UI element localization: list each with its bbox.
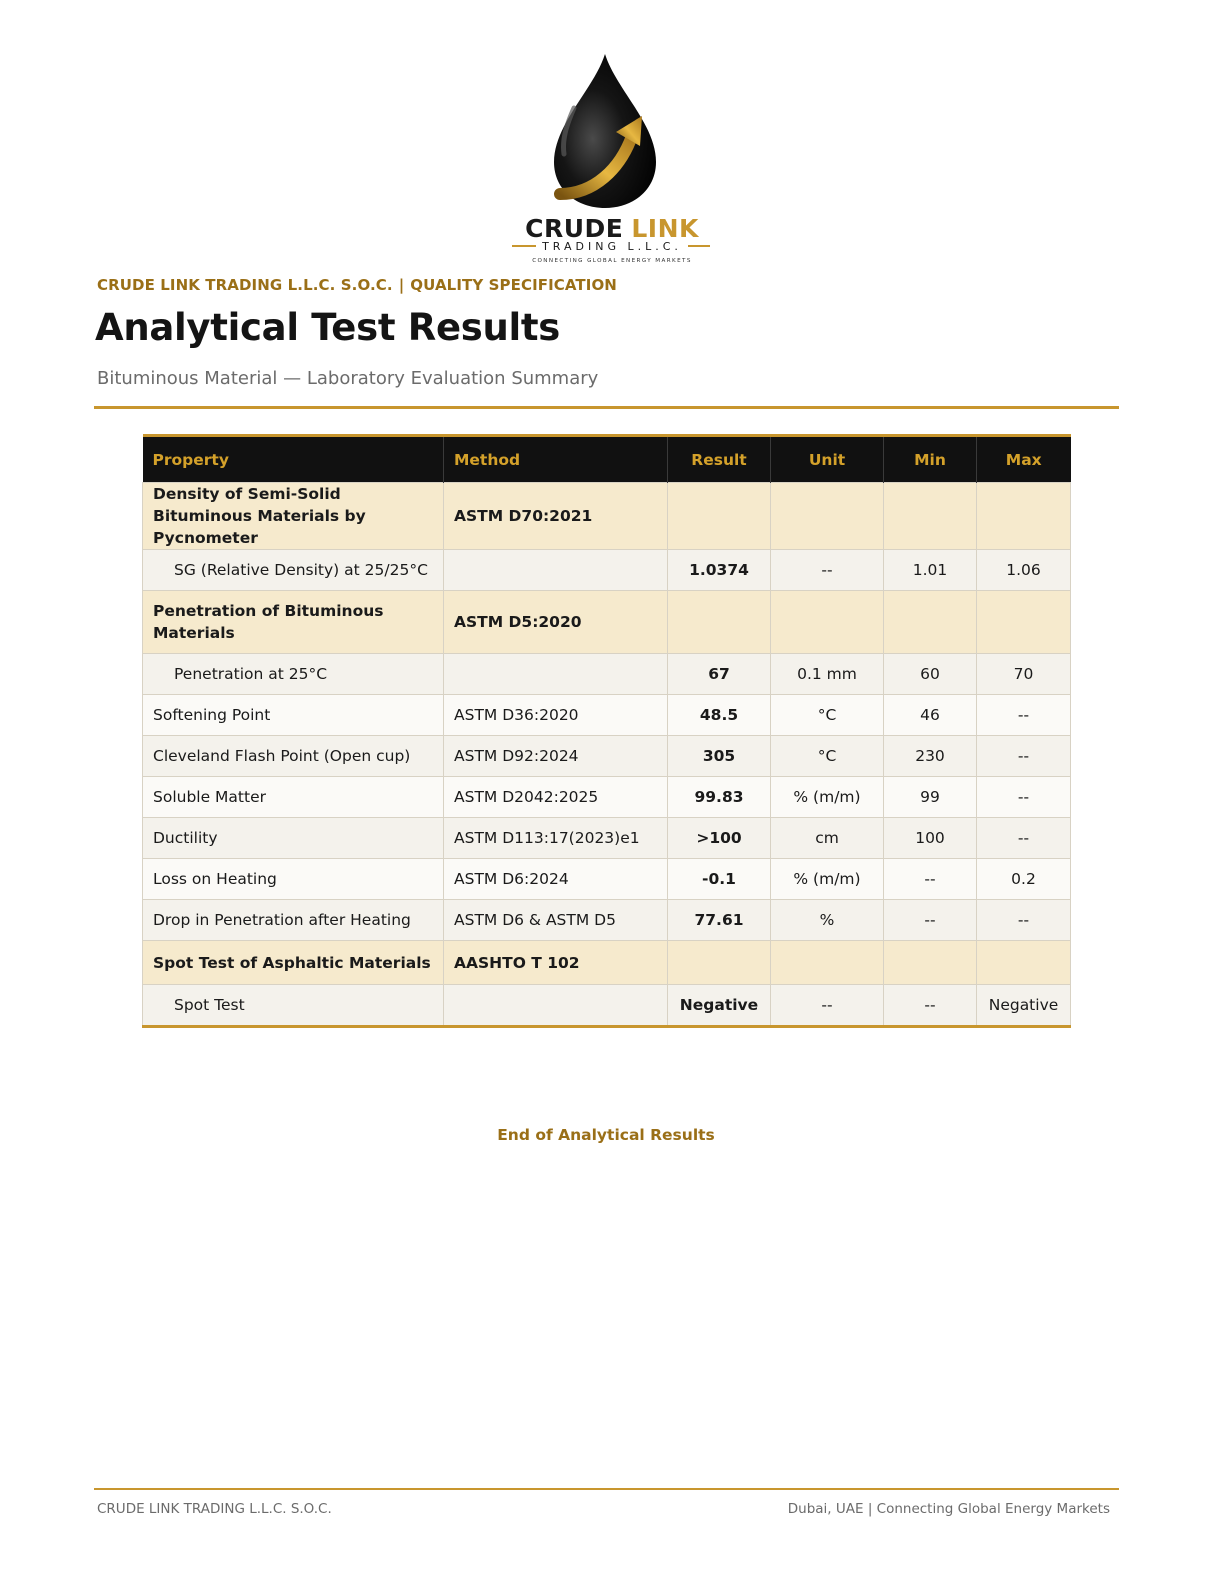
cell-unit: -- [771, 985, 884, 1027]
column-header-method: Method [444, 436, 668, 483]
cell-method [444, 654, 668, 695]
table-header-row [143, 436, 1071, 483]
cell-max: -- [977, 818, 1071, 859]
cell-result [668, 591, 771, 654]
cell-min: -- [884, 859, 977, 900]
cell-property: Softening Point [143, 695, 444, 736]
cell-property: SG (Relative Density) at 25/25°C [143, 550, 444, 591]
cell-property: Spot Test [143, 985, 444, 1027]
cell-unit: % [771, 900, 884, 941]
cell-min: 100 [884, 818, 977, 859]
end-of-results-note: End of Analytical Results [497, 1126, 715, 1144]
cell-unit: % (m/m) [771, 777, 884, 818]
column-header-unit: Unit [771, 436, 884, 483]
cell-result: 305 [668, 736, 771, 777]
cell-unit: °C [771, 695, 884, 736]
cell-unit: % (m/m) [771, 859, 884, 900]
cell-max [977, 483, 1071, 550]
results-table [142, 434, 1071, 1028]
table-row [143, 654, 1071, 695]
cell-property: Cleveland Flash Point (Open cup) [143, 736, 444, 777]
cell-unit: cm [771, 818, 884, 859]
cell-max: 70 [977, 654, 1071, 695]
table-row [143, 941, 1071, 985]
cell-method: ASTM D6 & ASTM D5 [444, 900, 668, 941]
cell-unit: °C [771, 736, 884, 777]
cell-unit: -- [771, 550, 884, 591]
table-row [143, 695, 1071, 736]
cell-min [884, 483, 977, 550]
cell-method: ASTM D36:2020 [444, 695, 668, 736]
cell-result: Negative [668, 985, 771, 1027]
column-header-result: Result [668, 436, 771, 483]
cell-max: Negative [977, 985, 1071, 1027]
logo-tagline: CONNECTING GLOBAL ENERGY MARKETS [532, 258, 692, 264]
cell-max: -- [977, 777, 1071, 818]
footer-company: CRUDE LINK TRADING L.L.C. S.O.C. [97, 1501, 332, 1517]
cell-result: 48.5 [668, 695, 771, 736]
cell-max: -- [977, 736, 1071, 777]
cell-method [444, 550, 668, 591]
cell-min: 60 [884, 654, 977, 695]
column-header-max: Max [977, 436, 1071, 483]
logo-line2: TRADING L.L.C. [542, 240, 682, 253]
cell-method: ASTM D70:2021 [444, 483, 668, 550]
cell-result: 67 [668, 654, 771, 695]
cell-method: ASTM D113:17(2023)e1 [444, 818, 668, 859]
cell-max [977, 591, 1071, 654]
cell-min: 230 [884, 736, 977, 777]
cell-property: Ductility [143, 818, 444, 859]
page-title: Analytical Test Results [95, 306, 561, 349]
cell-result: 1.0374 [668, 550, 771, 591]
cell-max [977, 941, 1071, 985]
cell-method: ASTM D92:2024 [444, 736, 668, 777]
kicker-separator: | [398, 276, 405, 294]
cell-min: -- [884, 900, 977, 941]
cell-unit [771, 941, 884, 985]
cell-result [668, 483, 771, 550]
cell-min: 46 [884, 695, 977, 736]
table-row [143, 591, 1071, 654]
table-row [143, 859, 1071, 900]
cell-property: Loss on Heating [143, 859, 444, 900]
cell-min [884, 591, 977, 654]
cell-min [884, 941, 977, 985]
cell-unit: 0.1 mm [771, 654, 884, 695]
table-row [143, 985, 1071, 1027]
column-header-property: Property [143, 436, 444, 483]
cell-min: 99 [884, 777, 977, 818]
cell-unit [771, 591, 884, 654]
cell-property: Penetration at 25°C [143, 654, 444, 695]
cell-property: Drop in Penetration after Heating [143, 900, 444, 941]
page-subtitle: Bituminous Material — Laboratory Evaluation Summary [97, 368, 599, 389]
cell-property: Penetration of Bituminous Materials [143, 591, 444, 654]
table-row [143, 777, 1071, 818]
logo-name: CRUDE LINK [525, 214, 699, 243]
footer-divider [94, 1488, 1119, 1490]
table-row [143, 550, 1071, 591]
cell-result: 77.61 [668, 900, 771, 941]
cell-max: -- [977, 695, 1071, 736]
cell-min: 1.01 [884, 550, 977, 591]
column-header-min: Min [884, 436, 977, 483]
cell-property: Spot Test of Asphaltic Materials [143, 941, 444, 985]
cell-result: 99.83 [668, 777, 771, 818]
cell-result [668, 941, 771, 985]
cell-max: 1.06 [977, 550, 1071, 591]
cell-method: AASHTO T 102 [444, 941, 668, 985]
cell-property: Density of Semi-Solid Bituminous Materials by Pycnometer [143, 483, 444, 550]
cell-method: ASTM D2042:2025 [444, 777, 668, 818]
kicker-company: CRUDE LINK TRADING L.L.C. S.O.C. [97, 276, 393, 294]
cell-property: Soluble Matter [143, 777, 444, 818]
cell-max: 0.2 [977, 859, 1071, 900]
cell-max: -- [977, 900, 1071, 941]
company-logo [502, 44, 722, 272]
table-row [143, 818, 1071, 859]
cell-result: >100 [668, 818, 771, 859]
footer-location: Dubai, UAE | Connecting Global Energy Markets [787, 1501, 1110, 1517]
header-divider [94, 406, 1119, 409]
table-row [143, 736, 1071, 777]
oil-drop-with-rising-arrow-icon [502, 44, 722, 272]
cell-min: -- [884, 985, 977, 1027]
cell-method: ASTM D6:2024 [444, 859, 668, 900]
cell-unit [771, 483, 884, 550]
table-row [143, 483, 1071, 550]
kicker-doc-type: QUALITY SPECIFICATION [410, 276, 617, 294]
cell-result: -0.1 [668, 859, 771, 900]
table-row [143, 900, 1071, 941]
cell-method [444, 985, 668, 1027]
document-kicker [97, 276, 617, 294]
cell-method: ASTM D5:2020 [444, 591, 668, 654]
